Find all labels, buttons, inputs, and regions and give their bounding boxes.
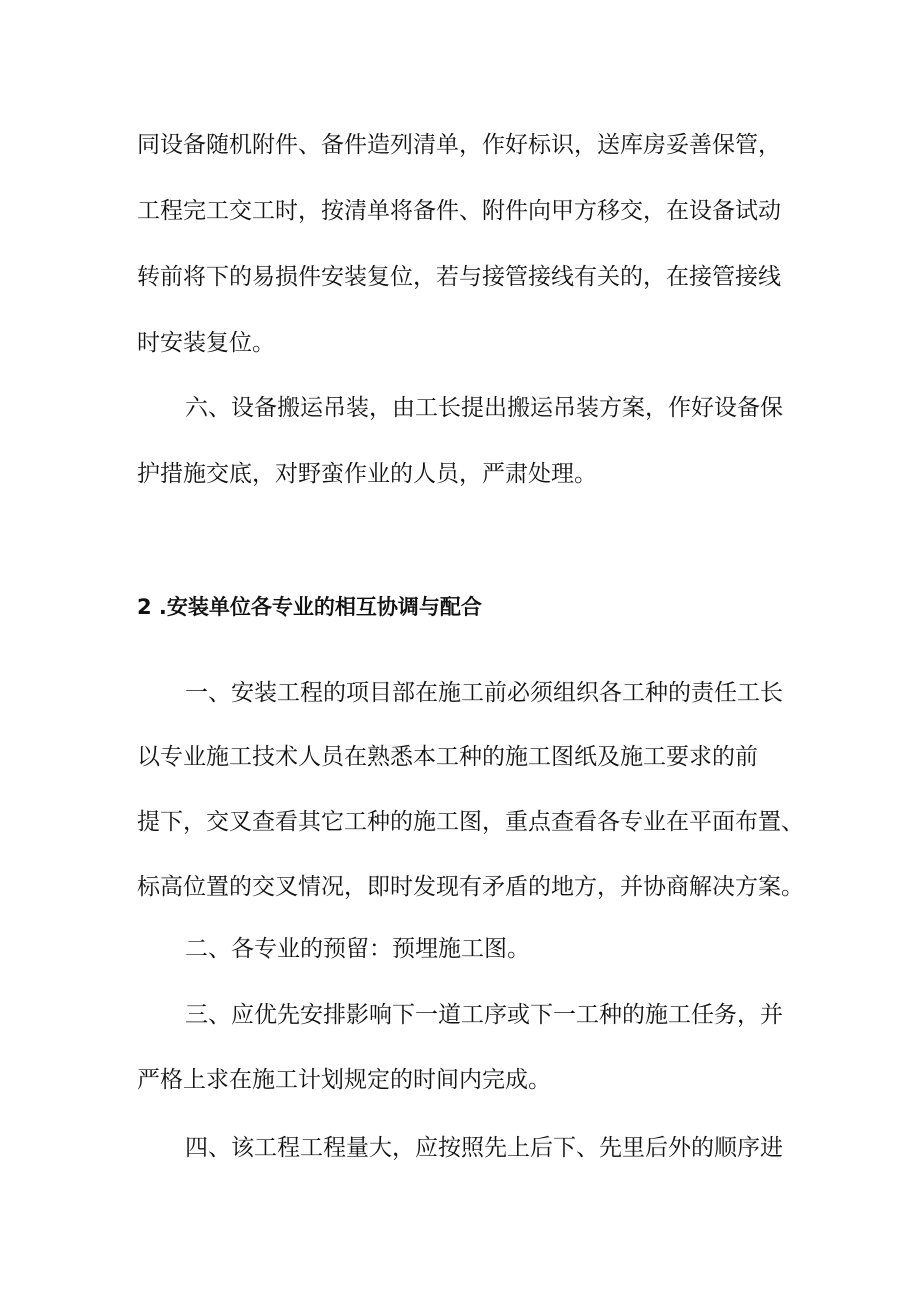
text-line: 四、该工程工程量大，应按照先上后下、先里后外的顺序进 — [185, 1135, 783, 1161]
text-line: 同设备随机附件、备件造列清单，作好标识，送库房妥善保管， — [137, 132, 781, 158]
text-line: 以专业施工技术人员在熟悉本工种的施工图纸及施工要求的前 — [137, 744, 758, 770]
text-line: 严格上求在施工计划规定的时间内完成。 — [137, 1067, 551, 1093]
text-line: 六、设备搬运吊装，由工长提出搬运吊装方案，作好设备保 — [185, 395, 783, 421]
text-line: 时安装复位。 — [137, 330, 275, 356]
text-line: 标高位置的交叉情况，即时发现有矛盾的地方，并协商解决方案。 — [137, 874, 804, 900]
text-line: 提下，交叉查看其它工种的施工图，重点查看各专业在平面布置、 — [137, 809, 804, 835]
text-line: 护措施交底，对野蛮作业的人员，严肃处理。 — [137, 461, 597, 487]
text-line: 工程完工交工时，按清单将备件、附件向甲方移交，在设备试动 — [137, 198, 781, 224]
text-line: 二、各专业的预留：预埋施工图。 — [185, 936, 530, 962]
text-line: 三、应优先安排影响下一道工序或下一工种的施工任务，并 — [185, 1002, 783, 1028]
text-line: 一、安装工程的项目部在施工前必须组织各工种的责任工长 — [185, 680, 783, 706]
section-heading: 2 .安装单位各专业的相互协调与配合 — [137, 595, 482, 619]
text-line: 转前将下的易损件安装复位，若与接管接线有关的，在接管接线 — [137, 264, 781, 290]
